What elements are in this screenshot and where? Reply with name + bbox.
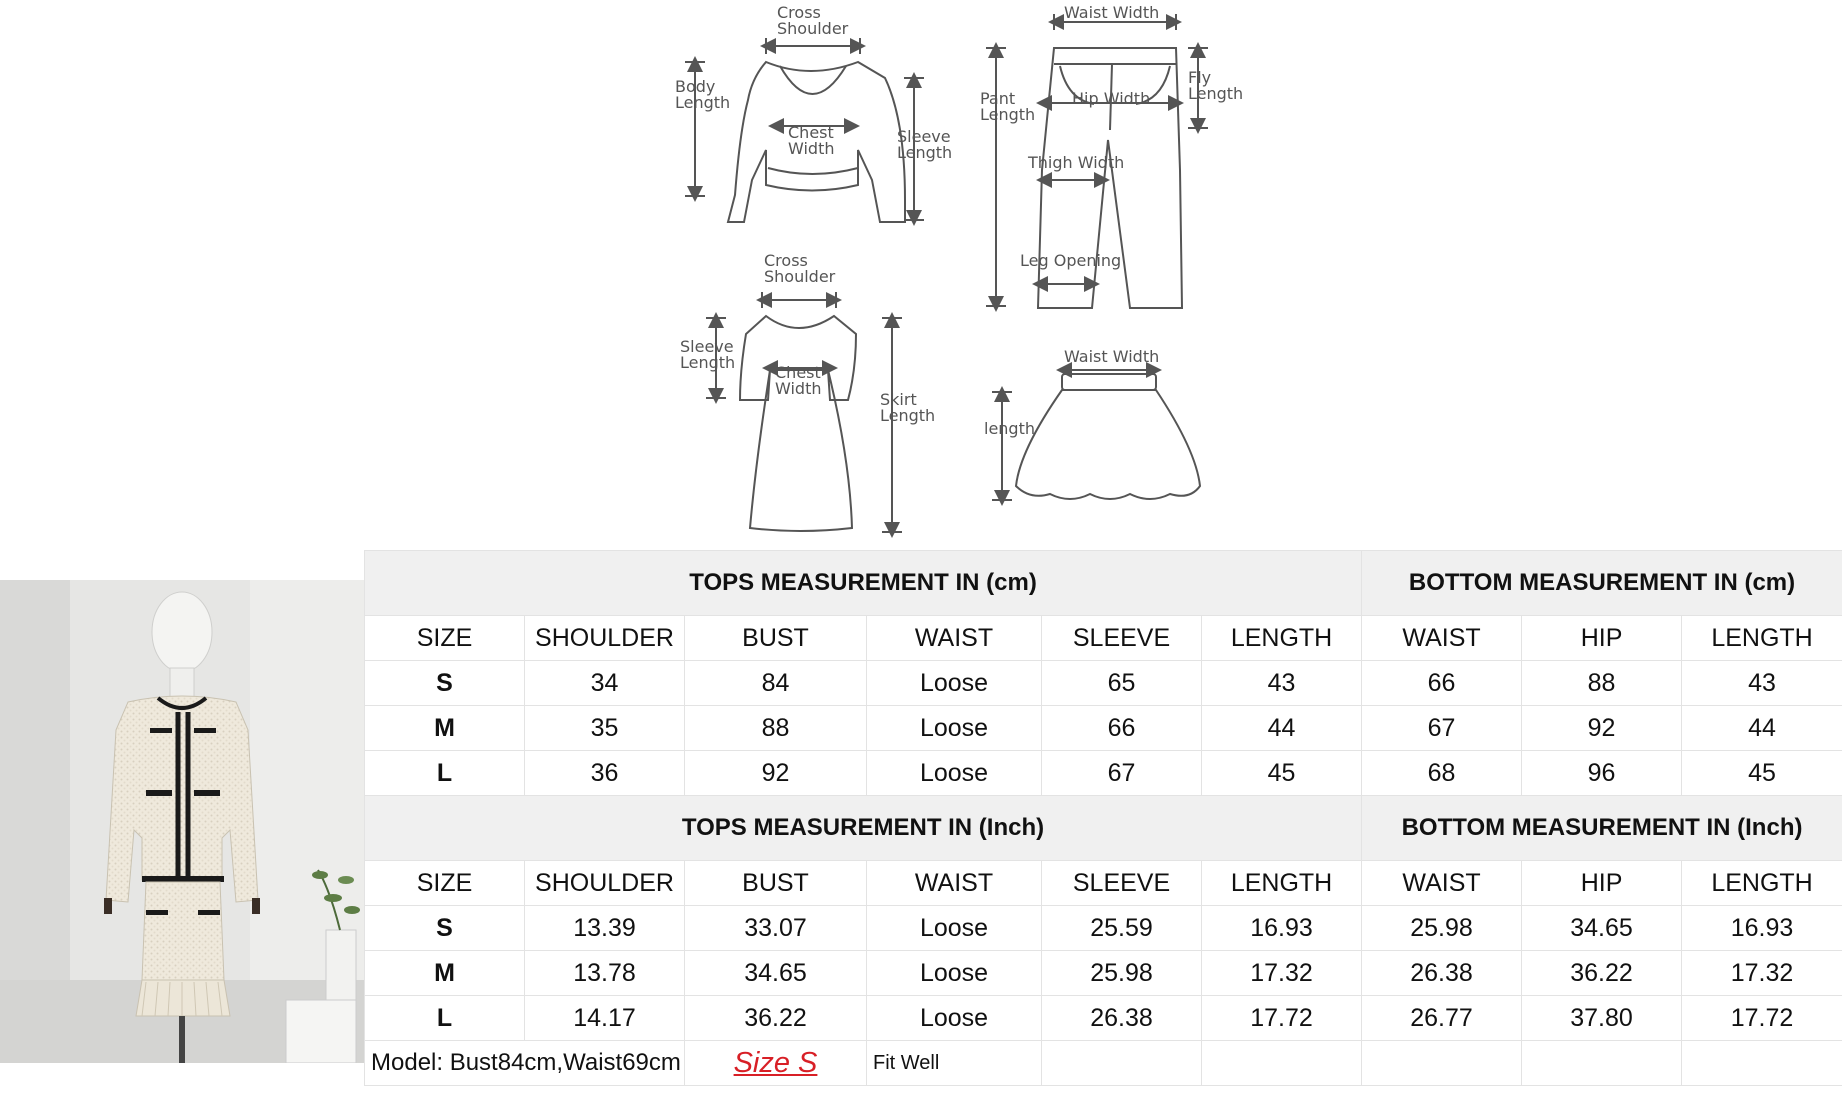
col-bottom-length: LENGTH	[1682, 616, 1842, 661]
table-cell: 68	[1362, 751, 1522, 796]
empty-cell	[1042, 1041, 1202, 1086]
col-bust: BUST	[685, 861, 867, 906]
dress-skirt-length-label-1: Skirt	[880, 390, 917, 409]
table-cell: 37.80	[1522, 996, 1682, 1041]
tweed-jacket	[106, 696, 258, 902]
pants-fly-length-label-2: Length	[1188, 84, 1244, 103]
size-cell: S	[365, 906, 525, 951]
col-bottom-waist: WAIST	[1362, 616, 1522, 661]
table-cell: 45	[1682, 751, 1842, 796]
cm-row-m	[365, 706, 1842, 751]
skirt-waist-width-label: Waist Width	[1064, 347, 1160, 366]
pants-pant-length-label-1: Pant	[980, 89, 1016, 108]
table-cell: 43	[1682, 661, 1842, 706]
inch-row-l	[365, 996, 1842, 1041]
inch-row-s	[365, 906, 1842, 951]
pants-hip-width-label: Hip Width	[1072, 89, 1151, 108]
table-cell: 26.77	[1362, 996, 1522, 1041]
dress-garment-drawing	[740, 316, 856, 531]
table-cell: 43	[1202, 661, 1362, 706]
table-cell: Loose	[867, 661, 1042, 706]
fit-note: Fit Well	[867, 1041, 1042, 1086]
cm-column-header-row	[365, 616, 1842, 661]
table-cell: 36.22	[1522, 951, 1682, 996]
table-cell: Loose	[867, 951, 1042, 996]
table-cell: 34.65	[1522, 906, 1682, 951]
table-cell: 88	[1522, 661, 1682, 706]
empty-cell	[1682, 1041, 1842, 1086]
table-cell: 17.32	[1682, 951, 1842, 996]
size-chart-table	[364, 550, 1842, 1093]
tweed-skirt	[136, 882, 230, 1016]
model-size-note: Size S	[685, 1041, 867, 1086]
col-bottom-length: LENGTH	[1682, 861, 1842, 906]
inch-section-header-row	[365, 796, 1842, 861]
size-cell: L	[365, 751, 525, 796]
col-bust: BUST	[685, 616, 867, 661]
top-chest-width-label-2: Width	[788, 139, 835, 158]
col-size: SIZE	[365, 861, 525, 906]
pants-fly-length-label-1: Fly	[1188, 68, 1212, 87]
col-waist: WAIST	[867, 616, 1042, 661]
empty-cell	[1202, 1041, 1362, 1086]
table-cell: 66	[1042, 706, 1202, 751]
table-cell: Loose	[867, 906, 1042, 951]
bottom-cm-header: BOTTOM MEASUREMENT IN (cm)	[1362, 551, 1842, 616]
table-cell: 25.59	[1042, 906, 1202, 951]
top-body-length-label-1: Body	[675, 77, 716, 96]
table-cell: 67	[1362, 706, 1522, 751]
table-cell: 92	[685, 751, 867, 796]
table-cell: 44	[1202, 706, 1362, 751]
table-cell: 25.98	[1362, 906, 1522, 951]
dress-cross-shoulder-label-2: Shoulder	[764, 267, 836, 286]
table-cell: 35	[525, 706, 685, 751]
table-cell: Loose	[867, 996, 1042, 1041]
col-size: SIZE	[365, 616, 525, 661]
table-cell: Loose	[867, 706, 1042, 751]
dress-chest-width-label-2: Width	[775, 379, 822, 398]
table-cell: 34	[525, 661, 685, 706]
table-cell: 84	[685, 661, 867, 706]
col-length: LENGTH	[1202, 861, 1362, 906]
model-info-row	[365, 1041, 1842, 1086]
inch-row-m	[365, 951, 1842, 996]
cm-section-header-row	[365, 551, 1842, 616]
col-length: LENGTH	[1202, 616, 1362, 661]
mannequin-outfit-photo	[0, 580, 364, 1063]
dress-cross-shoulder-label-1: Cross	[764, 251, 808, 270]
col-sleeve: SLEEVE	[1042, 861, 1202, 906]
table-cell: 17.72	[1202, 996, 1362, 1041]
dress-chest-width-label-1: Chest	[775, 363, 821, 382]
size-cell: M	[365, 951, 525, 996]
top-cross-shoulder-label-1: Cross	[777, 3, 821, 22]
tops-cm-header: TOPS MEASUREMENT IN (cm)	[365, 551, 1362, 616]
pants-pant-length-label-2: Length	[980, 105, 1036, 124]
table-cell: 66	[1362, 661, 1522, 706]
col-bottom-waist: WAIST	[1362, 861, 1522, 906]
top-sleeve-length-label-2: Length	[897, 143, 953, 162]
table-cell: 25.98	[1042, 951, 1202, 996]
table-cell: 26.38	[1362, 951, 1522, 996]
table-cell: Loose	[867, 751, 1042, 796]
table-cell: 45	[1202, 751, 1362, 796]
bottom-inch-header: BOTTOM MEASUREMENT IN (Inch)	[1362, 796, 1842, 861]
dress-sleeve-length-label-2: Length	[680, 353, 736, 372]
table-cell: 96	[1522, 751, 1682, 796]
col-hip: HIP	[1522, 616, 1682, 661]
pants-waist-width-label: Waist Width	[1064, 3, 1160, 22]
col-sleeve: SLEEVE	[1042, 616, 1202, 661]
col-waist: WAIST	[867, 861, 1042, 906]
table-cell: 67	[1042, 751, 1202, 796]
table-cell: 36.22	[685, 996, 867, 1041]
table-cell: 44	[1682, 706, 1842, 751]
table-cell: 65	[1042, 661, 1202, 706]
empty-cell	[1522, 1041, 1682, 1086]
table-cell: 33.07	[685, 906, 867, 951]
dress-sleeve-length-label-1: Sleeve	[680, 337, 734, 356]
table-cell: 36	[525, 751, 685, 796]
skirt-length-label: length	[984, 419, 1035, 438]
tops-inch-header: TOPS MEASUREMENT IN (Inch)	[365, 796, 1362, 861]
table-cell: 13.78	[525, 951, 685, 996]
size-cell: M	[365, 706, 525, 751]
top-cross-shoulder-label-2: Shoulder	[777, 19, 849, 38]
table-cell: 88	[685, 706, 867, 751]
empty-cell	[1362, 1041, 1522, 1086]
table-cell: 16.93	[1202, 906, 1362, 951]
table-cell: 92	[1522, 706, 1682, 751]
pants-leg-opening-label: Leg Opening	[1020, 251, 1122, 270]
col-shoulder: SHOULDER	[525, 616, 685, 661]
cm-row-l	[365, 751, 1842, 796]
skirt-garment-drawing	[1016, 374, 1200, 499]
size-cell: L	[365, 996, 525, 1041]
table-cell: 34.65	[685, 951, 867, 996]
table-cell: 26.38	[1042, 996, 1202, 1041]
inch-column-header-row	[365, 861, 1842, 906]
col-shoulder: SHOULDER	[525, 861, 685, 906]
dress-skirt-length-label-2: Length	[880, 406, 936, 425]
top-sleeve-length-label-1: Sleeve	[897, 127, 951, 146]
table-cell: 14.17	[525, 996, 685, 1041]
table-cell: 16.93	[1682, 906, 1842, 951]
size-cell: S	[365, 661, 525, 706]
top-body-length-label-2: Length	[675, 93, 731, 112]
table-cell: 17.32	[1202, 951, 1362, 996]
table-cell: 13.39	[525, 906, 685, 951]
pants-thigh-width-label: Thigh Width	[1028, 153, 1125, 172]
table-cell: 17.72	[1682, 996, 1842, 1041]
model-measurements: Model: Bust84cm,Waist69cm	[365, 1041, 685, 1086]
top-chest-width-label-1: Chest	[788, 123, 834, 142]
col-hip: HIP	[1522, 861, 1682, 906]
cm-row-s	[365, 661, 1842, 706]
